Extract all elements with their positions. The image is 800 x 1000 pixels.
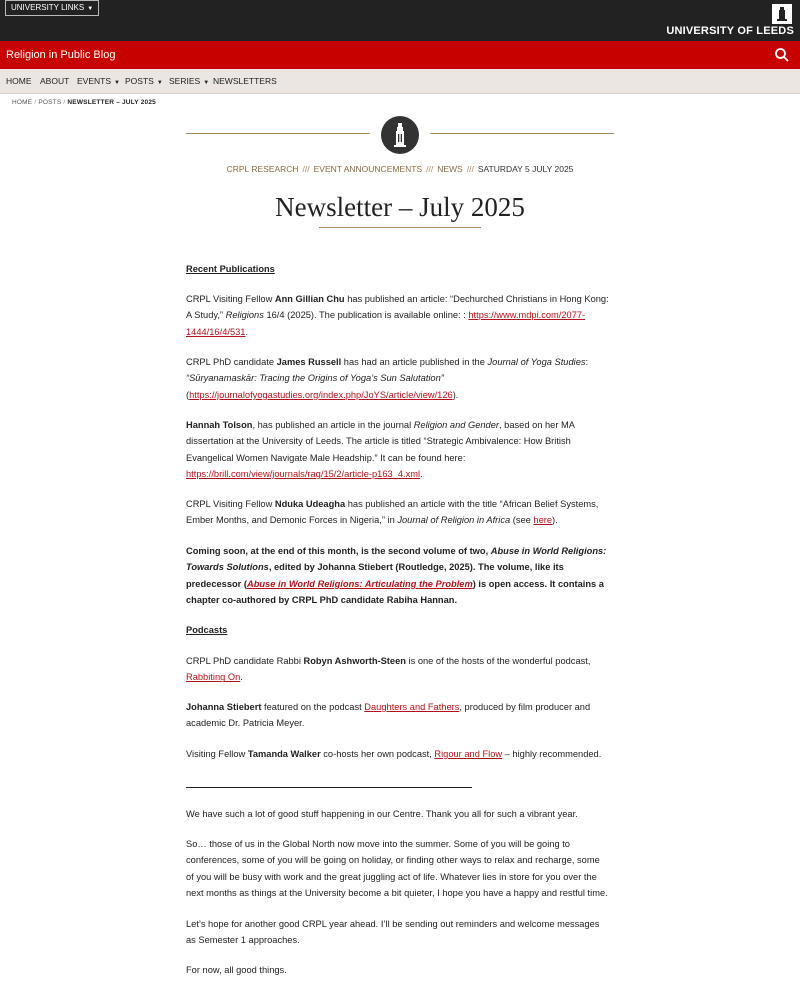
paragraph-udeagha: CRPL Visiting Fellow Nduka Udeagha has published an article with the title “African Belief Systems, Ember Months, and Demonic Forces in Nigeria,” in Journal of Religion in Africa (see here).: [186, 499, 599, 526]
paragraph-summer: So… those of us in the Global North now move into the summer. Some of you will be going to conferences, some of you will be going on holiday, or finding other ways to relax and recharge, some of you will be busy with work and the great juggling act of life. Whatever lies in store for you over the next months as things at the University become a bit quieter, I hope you have a happy and restful time.: [186, 839, 608, 899]
breadcrumb-home[interactable]: HOME: [12, 99, 33, 106]
link-abuse-volume-one[interactable]: Abuse in World Religions: Articulating the Problem: [246, 578, 473, 589]
caret-down-icon: ▼: [203, 80, 210, 86]
paragraph-abuse-volume: Coming soon, at the end of this month, is the second volume of two, Abuse in World Religions: Towards Solutions, edited by Johanna Stiebert (Routledge, 2025). The volume, like its predecessor (Abuse in World Religions: Articulating the Problem) is open access. It contains a chapter co-authored by CRPL PhD candidate Rabiha Hannan.: [186, 546, 607, 606]
paragraph-thanks: We have such a lot of good stuff happening in our Centre. Thank you all for such a vibrant year.: [186, 809, 578, 819]
breadcrumb-current: NEWSLETTER – JULY 2025: [67, 99, 156, 106]
nav-series[interactable]: SERIES ▼: [169, 76, 210, 86]
decorative-divider-left: [186, 133, 370, 134]
category-event-announcements[interactable]: EVENT ANNOUNCEMENTS: [313, 164, 423, 174]
section-heading-podcasts: Podcasts: [186, 625, 228, 635]
link-yoga-studies-article[interactable]: https://journalofyogastudies.org/index.php/JoYS/article/view/126: [189, 389, 453, 400]
link-udeagha-here[interactable]: here: [533, 515, 553, 526]
link-mdpi-article[interactable]: https://www.mdpi.com/2077-1444/16/4/531: [186, 310, 586, 337]
caret-down-icon: ▼: [87, 6, 94, 12]
section-heading-publications: Recent Publications: [186, 264, 275, 274]
nav-events[interactable]: EVENTS ▼: [77, 76, 120, 86]
title-underline: [319, 227, 481, 228]
paragraph-chu: CRPL Visiting Fellow Ann Gillian Chu has published an article: “Dechurched Christians in Hong Kong: A Study,” Religions 16/4 (2025). The publication is available online: : https://www.mdpi.com/2077-1444/16/4/531.: [186, 294, 609, 337]
nav-home[interactable]: HOME: [6, 76, 32, 86]
post-meta: CRPL RESEARCH /// EVENT ANNOUNCEMENTS /// NEWS /// SATURDAY 5 JULY 2025: [226, 164, 574, 174]
link-rabbiting-on[interactable]: Rabbiting On: [186, 672, 241, 683]
caret-down-icon: ▼: [156, 80, 163, 86]
site-header: [0, 41, 800, 69]
section-divider: [186, 787, 472, 788]
link-brill-article[interactable]: https://brill.com/view/journals/rag/15/2/article-p163_4.xml: [186, 469, 421, 480]
university-header: [0, 0, 800, 41]
paragraph-ashworth-steen: CRPL PhD candidate Rabbi Robyn Ashworth-Steen is one of the hosts of the wonderful podcast, Rabbiting On.: [186, 656, 591, 683]
category-crpl-research[interactable]: CRPL RESEARCH: [226, 164, 299, 174]
paragraph-closing: For now, all good things.: [186, 965, 287, 975]
paragraph-tolson: Hannah Tolson, has published an article in the journal Religion and Gender, based on her MA dissertation at the University of Leeds. The article is titled “Strategic Ambivalence: How British Evangelical Women Navigate Male Headship.” It can be found here: https://brill.com/view/journals/rag/15/2/article-p163_4.xml.: [186, 420, 575, 480]
university-logo-text[interactable]: UNIVERSITY OF LEEDS: [666, 25, 794, 37]
link-rigour-and-flow[interactable]: Rigour and Flow: [434, 749, 503, 759]
paragraph-stiebert: Johanna Stiebert featured on the podcast Daughters and Fathers, produced by film producer and academic Dr. Patricia Meyer.: [186, 702, 591, 729]
search-icon[interactable]: [774, 47, 790, 63]
tower-emblem-icon: [381, 116, 419, 154]
university-logo-icon[interactable]: [772, 4, 792, 24]
nav-newsletters[interactable]: NEWSLETTERS: [213, 76, 277, 86]
university-links-dropdown[interactable]: [5, 0, 99, 16]
link-daughters-and-fathers[interactable]: Daughters and Fathers: [364, 702, 460, 712]
paragraph-walker: Visiting Fellow Tamanda Walker co-hosts her own podcast, Rigour and Flow – highly recommended.: [186, 749, 602, 759]
university-links-label: UNIVERSITY LINKS: [11, 3, 85, 12]
breadcrumb: HOME / POSTS / NEWSLETTER – JULY 2025: [12, 99, 156, 106]
nav-posts[interactable]: POSTS ▼: [125, 76, 163, 86]
paragraph-next-year: Let’s hope for another good CRPL year ahead. I’ll be sending out reminders and welcome messages as Semester 1 approaches.: [186, 919, 600, 946]
caret-down-icon: ▼: [114, 80, 120, 86]
post-date: SATURDAY 5 JULY 2025: [477, 164, 574, 174]
site-title[interactable]: Religion in Public Blog: [6, 49, 116, 61]
main-navigation: [0, 69, 800, 94]
decorative-divider-right: [430, 133, 614, 134]
paragraph-russell: CRPL PhD candidate James Russell has had an article published in the Journal of Yoga Studies: “Sūryanamaskār: Tracing the Origins of Yoga’s Sun Salutation” (https://journalofyogastudies.org/index.php/JoYS/article/view/126).: [186, 357, 589, 400]
nav-about[interactable]: ABOUT: [40, 76, 70, 86]
breadcrumb-posts[interactable]: POSTS: [38, 99, 62, 106]
post-title: Newsletter – July 2025: [275, 192, 525, 222]
category-news[interactable]: NEWS: [437, 164, 463, 174]
